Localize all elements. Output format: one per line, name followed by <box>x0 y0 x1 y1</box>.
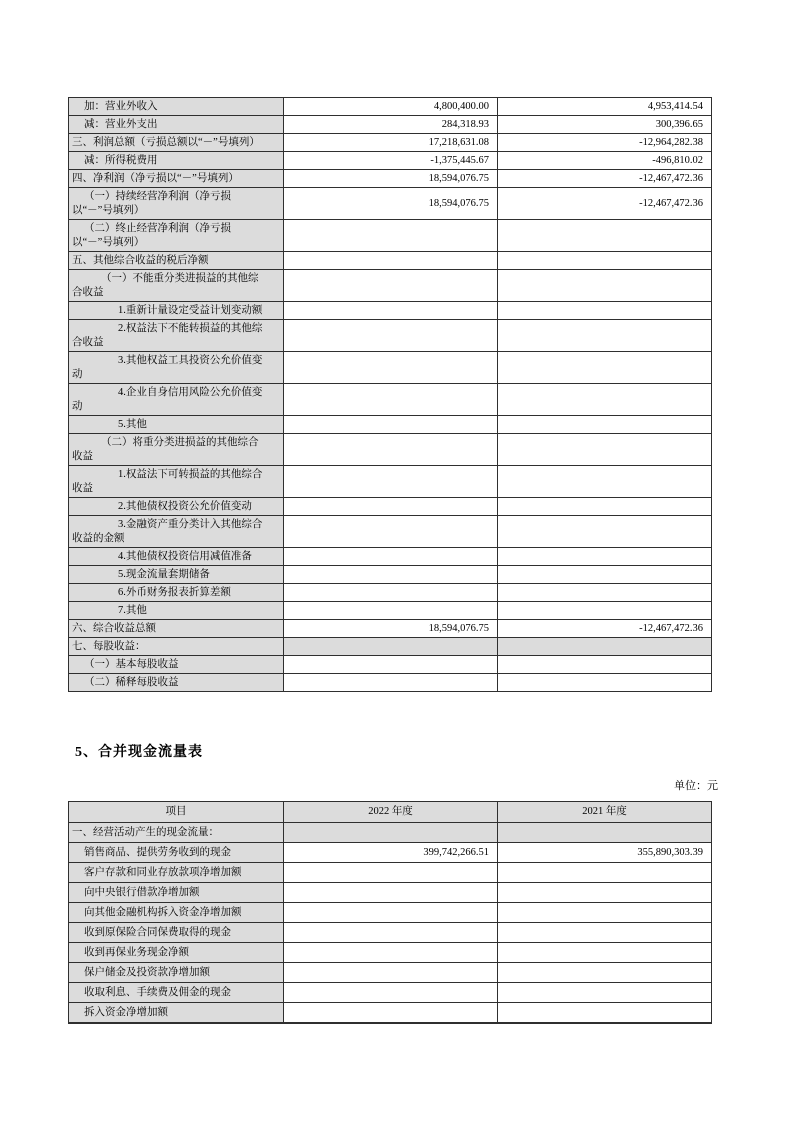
row-label: 3.其他权益工具投资公允价值变动 <box>69 352 284 384</box>
value-2022 <box>284 566 498 584</box>
row-label: 4.企业自身信用风险公允价值变动 <box>69 384 284 416</box>
value-2021 <box>498 823 712 843</box>
column-header-2022: 2022 年度 <box>284 802 498 823</box>
table-row <box>69 516 712 548</box>
value-2021 <box>498 863 712 883</box>
value-2022: 18,594,076.75 <box>284 188 498 220</box>
table-row <box>69 134 712 152</box>
value-2022: -1,375,445.67 <box>284 152 498 170</box>
table-row <box>69 320 712 352</box>
table-row <box>69 923 712 943</box>
value-2022 <box>284 674 498 692</box>
value-2022: 18,594,076.75 <box>284 170 498 188</box>
row-label: 一、经营活动产生的现金流量： <box>69 823 284 843</box>
value-2022 <box>284 220 498 252</box>
value-2021 <box>498 983 712 1003</box>
cash-flow-table <box>68 801 712 1024</box>
value-2021: -12,467,472.36 <box>498 620 712 638</box>
value-2022 <box>284 823 498 843</box>
value-2022 <box>284 302 498 320</box>
value-2021 <box>498 252 712 270</box>
value-2021 <box>498 516 712 548</box>
row-label: 收到原保险合同保费取得的现金 <box>69 923 284 943</box>
table-row <box>69 302 712 320</box>
value-2021 <box>498 566 712 584</box>
table-row <box>69 943 712 963</box>
table-row <box>69 963 712 983</box>
value-2021 <box>498 498 712 516</box>
value-2021 <box>498 923 712 943</box>
value-2022 <box>284 963 498 983</box>
value-2022 <box>284 466 498 498</box>
value-2021 <box>498 434 712 466</box>
table-row <box>69 498 712 516</box>
value-2022 <box>284 983 498 1003</box>
table-row <box>69 352 712 384</box>
row-label: 6.外币财务报表折算差额 <box>69 584 284 602</box>
table-row <box>69 656 712 674</box>
table-row <box>69 384 712 416</box>
value-2022 <box>284 384 498 416</box>
value-2021 <box>498 384 712 416</box>
table-row <box>69 843 712 863</box>
table-row <box>69 98 712 116</box>
table-row <box>69 548 712 566</box>
value-2022 <box>284 943 498 963</box>
row-label: （二）将重分类进损益的其他综合收益 <box>69 434 284 466</box>
value-2021: -12,467,472.36 <box>498 170 712 188</box>
value-2021: 355,890,303.39 <box>498 843 712 863</box>
row-label: 保户储金及投资款净增加额 <box>69 963 284 983</box>
row-label: 客户存款和同业存放款项净增加额 <box>69 863 284 883</box>
row-label: 收取利息、手续费及佣金的现金 <box>69 983 284 1003</box>
row-label: （一）基本每股收益 <box>69 656 284 674</box>
value-2022 <box>284 883 498 903</box>
value-2022 <box>284 1003 498 1024</box>
value-2021: 300,396.65 <box>498 116 712 134</box>
row-label: 加：营业外收入 <box>69 98 284 116</box>
table-row <box>69 270 712 302</box>
row-label: 2.其他债权投资公允价值变动 <box>69 498 284 516</box>
row-label: （一）持续经营净利润（净亏损以“－”号填列） <box>69 188 284 220</box>
row-label: 销售商品、提供劳务收到的现金 <box>69 843 284 863</box>
row-label: 1.重新计量设定受益计划变动额 <box>69 302 284 320</box>
value-2021 <box>498 903 712 923</box>
table-row <box>69 883 712 903</box>
value-2021 <box>498 963 712 983</box>
value-2021 <box>498 674 712 692</box>
value-2021 <box>498 352 712 384</box>
value-2022 <box>284 903 498 923</box>
row-label: 四、净利润（净亏损以“－”号填列） <box>69 170 284 188</box>
row-label: 收到再保业务现金净额 <box>69 943 284 963</box>
value-2022 <box>284 656 498 674</box>
value-2021 <box>498 302 712 320</box>
value-2021 <box>498 883 712 903</box>
value-2022 <box>284 863 498 883</box>
row-label: 2.权益法下不能转损益的其他综合收益 <box>69 320 284 352</box>
value-2022 <box>284 602 498 620</box>
row-label: 向中央银行借款净增加额 <box>69 883 284 903</box>
table-row <box>69 170 712 188</box>
row-label: 七、每股收益： <box>69 638 284 656</box>
table-row <box>69 620 712 638</box>
row-label: （一）不能重分类进损益的其他综合收益 <box>69 270 284 302</box>
value-2021 <box>498 270 712 302</box>
value-2022 <box>284 320 498 352</box>
row-label: 六、综合收益总额 <box>69 620 284 638</box>
unit-label: 单位：元 <box>674 780 718 792</box>
row-label: 4.其他债权投资信用减值准备 <box>69 548 284 566</box>
value-2021 <box>498 466 712 498</box>
value-2021: -496,810.02 <box>498 152 712 170</box>
table-row <box>69 434 712 466</box>
row-label: （二）终止经营净利润（净亏损以“－”号填列） <box>69 220 284 252</box>
table-row <box>69 416 712 434</box>
table-row <box>69 903 712 923</box>
row-label: 向其他金融机构拆入资金净增加额 <box>69 903 284 923</box>
value-2022 <box>284 584 498 602</box>
table-row <box>69 638 712 656</box>
row-label: （二）稀释每股收益 <box>69 674 284 692</box>
value-2022 <box>284 923 498 943</box>
value-2021: -12,964,282.38 <box>498 134 712 152</box>
value-2022 <box>284 434 498 466</box>
value-2021 <box>498 548 712 566</box>
value-2022: 18,594,076.75 <box>284 620 498 638</box>
value-2022 <box>284 270 498 302</box>
value-2021 <box>498 584 712 602</box>
table-row <box>69 188 712 220</box>
column-header-2021: 2021 年度 <box>498 802 712 823</box>
table-row <box>69 566 712 584</box>
value-2022: 4,800,400.00 <box>284 98 498 116</box>
row-label: 三、利润总额（亏损总额以“－”号填列） <box>69 134 284 152</box>
value-2021 <box>498 320 712 352</box>
value-2021 <box>498 656 712 674</box>
value-2021 <box>498 602 712 620</box>
row-label: 五、其他综合收益的税后净额 <box>69 252 284 270</box>
value-2021: 4,953,414.54 <box>498 98 712 116</box>
table-row <box>69 584 712 602</box>
row-label: 7.其他 <box>69 602 284 620</box>
value-2022 <box>284 416 498 434</box>
income-statement-table <box>68 97 712 692</box>
value-2021 <box>498 1003 712 1024</box>
value-2021 <box>498 638 712 656</box>
row-label: 减：营业外支出 <box>69 116 284 134</box>
table-row <box>69 1003 712 1024</box>
value-2021 <box>498 220 712 252</box>
row-label: 5.现金流量套期储备 <box>69 566 284 584</box>
table-row <box>69 466 712 498</box>
row-label: 减：所得税费用 <box>69 152 284 170</box>
table-row <box>69 152 712 170</box>
row-label: 5.其他 <box>69 416 284 434</box>
value-2022 <box>284 498 498 516</box>
value-2022: 17,218,631.08 <box>284 134 498 152</box>
value-2022 <box>284 638 498 656</box>
table-header-row <box>69 802 712 823</box>
value-2022 <box>284 516 498 548</box>
value-2022 <box>284 252 498 270</box>
table-row <box>69 602 712 620</box>
value-2022: 284,318.93 <box>284 116 498 134</box>
section-heading: 5、合并现金流量表 <box>75 745 203 760</box>
row-label: 3.金融资产重分类计入其他综合收益的金额 <box>69 516 284 548</box>
row-label: 1.权益法下可转损益的其他综合收益 <box>69 466 284 498</box>
value-2022 <box>284 352 498 384</box>
table-row <box>69 252 712 270</box>
value-2021 <box>498 943 712 963</box>
column-header-item: 项目 <box>69 802 284 823</box>
value-2021 <box>498 416 712 434</box>
table-row <box>69 674 712 692</box>
value-2022: 399,742,266.51 <box>284 843 498 863</box>
value-2021: -12,467,472.36 <box>498 188 712 220</box>
table-row <box>69 823 712 843</box>
row-label: 拆入资金净增加额 <box>69 1003 284 1024</box>
table-row <box>69 116 712 134</box>
table-row <box>69 220 712 252</box>
table-row <box>69 863 712 883</box>
value-2022 <box>284 548 498 566</box>
table-row <box>69 983 712 1003</box>
